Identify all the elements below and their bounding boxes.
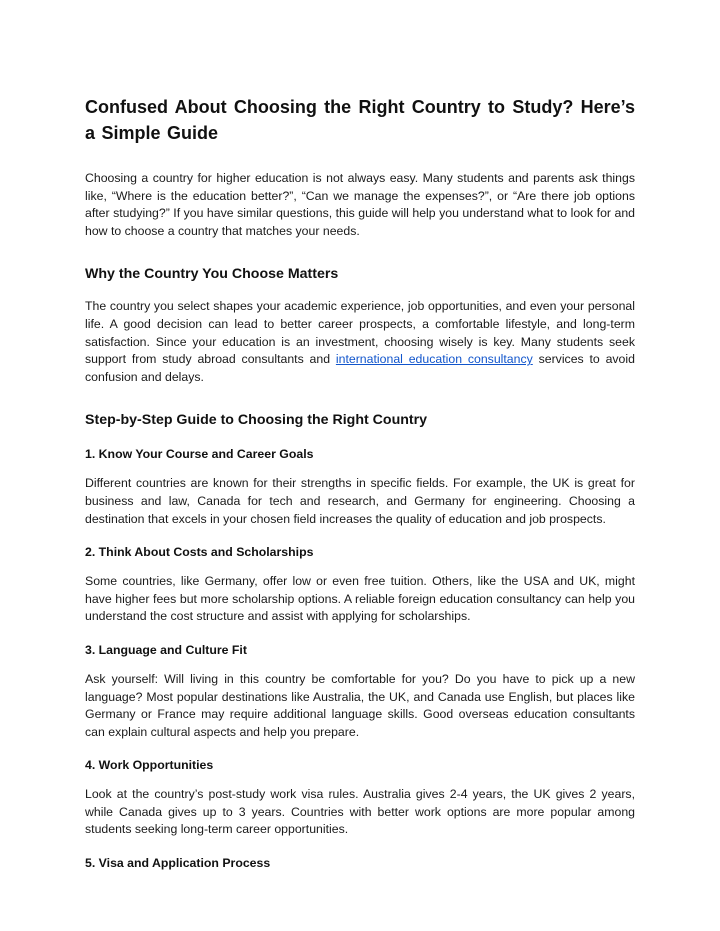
step-heading-language-culture: 3. Language and Culture Fit — [85, 642, 247, 657]
step-paragraph-course-goals: Different countries are known for their strengths in specific fields. For example, the UK is great for business and law, Canada for tech and research, and Germany for engineering. Choosing a destination that excels in your chosen field increases the quality of education and job prospects. — [85, 476, 635, 526]
why-country-text-end: services to avoid confusion and delays. — [85, 352, 635, 384]
step-paragraph-work: Look at the country’s post-study work visa rules. Australia gives 2-4 years, the UK gives 2 years, while Canada gives up to 3 years. Countries with better work options are more popular among students seeking long-term career opportunities. — [85, 787, 635, 837]
section-heading-why-country: Why the Country You Choose Matters — [85, 266, 339, 283]
step-heading-work: 4. Work Opportunities — [85, 758, 214, 773]
intro-paragraph: Choosing a country for higher education is not always easy. Many students and parents ask things like, “Where is the education better?”, “Can we manage the expenses?”, or “Are there job options after studying?” If you have similar questions, this guide will help you understand what to look for and how to choose a country that matches your needs. — [85, 171, 635, 238]
step-paragraph-language-culture: Ask yourself: Will living in this country be comfortable for you? Do you have to pick up a new language? Most popular destinations like Australia, the UK, and Canada use English, but places like Germany or France may require additional language skills. Good overseas education consultants can explain cultural aspects and help you prepare. — [85, 671, 635, 739]
why-country-paragraph — [85, 298, 635, 386]
section-heading-step-by-step: Step-by-Step Guide to Choosing the Right Country — [85, 412, 428, 429]
step-heading-course-goals: 1. Know Your Course and Career Goals — [85, 447, 314, 462]
why-country-text-start: The country you select shapes your academic experience, job opportunities, and even your personal life. A good decision can lead to better career prospects, a comfortable lifestyle, and long-term satisfaction. Since your education is an investment, choosing wisely is key. Many students seek support from study abroad consultants and — [85, 299, 635, 367]
step-paragraph-costs: Some countries, like Germany, offer low or even free tuition. Others, like the USA and UK, might have higher fees but more scholarship options. A reliable foreign education consultancy can help you understand the cost structure and assist with applying for scholarships. — [85, 574, 635, 624]
document-title: Confused About Choosing the Right Country to Study? Here’s a Simple Guide — [85, 97, 635, 143]
step-heading-visa: 5. Visa and Application Process — [85, 856, 271, 871]
international-education-consultancy-link[interactable]: international education consultancy — [335, 352, 533, 367]
step-heading-costs: 2. Think About Costs and Scholarships — [85, 545, 314, 560]
